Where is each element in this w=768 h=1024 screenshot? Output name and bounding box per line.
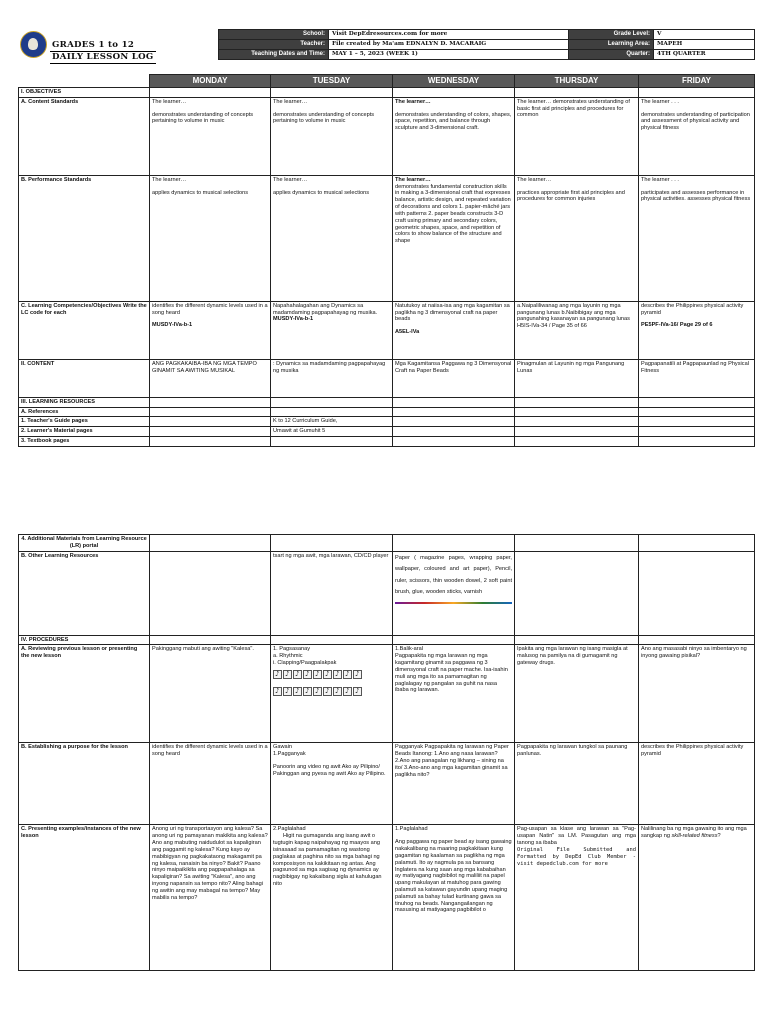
content-row: [19, 359, 755, 397]
references-label: A. References: [19, 407, 150, 417]
pp-wednesday: Pagganyak Pagpapakita ng larawan ng Paper Beads Itanong: 1.Ano ang nasa larawan? 2.Ano ang panagalan ng likhang – sining na ito/ 3.Ano-ano ang mga kagamitan ginamit sa paglikha nito?: [393, 743, 515, 825]
day-monday: MONDAY: [150, 75, 271, 88]
ct-thursday: Pinagmulan at Layunin ng mga Pangunang Lunas: [515, 359, 639, 397]
note-icon: [323, 687, 332, 696]
content-label: II. CONTENT: [19, 359, 150, 397]
learning-resources-row: [19, 397, 755, 407]
cs-wednesday: The learner… demonstrates understanding of colors, shapes, space, repetition, and balance through sculpture and 3-dimensional craft.: [393, 97, 515, 175]
note-icon: [353, 687, 362, 696]
procedures-label: IV. PROCEDURES: [19, 635, 150, 645]
objectives-row: [19, 88, 755, 98]
quarter-label: Quarter:: [569, 50, 654, 60]
note-icon: [283, 687, 292, 696]
title-line-2: DAILY LESSON LOG: [50, 51, 156, 64]
rv-friday: Ano ang masasabi ninyo sa imbentaryo ng inyong gawaing pisikal?: [639, 645, 755, 743]
pp-tuesday: Gawain 1.Pagganyak Panoorin ang video ng awit Ako ay Pilipino/ Pakinggan ang pyesa ng awit Ako ay Pilipino.: [271, 743, 393, 825]
ps-wednesday: The learner… demonstrates fundamental construction skills in making a 3-dimensional craft that expresses balance, artistic design, and repeated variation of decorations and colors 1. papier-mâché jars with patterns 2. paper beads constructs 3-D craft using primary and secondary colors, geometric shapes, space, and repetition of colors to show balance of the structure and shape: [393, 175, 515, 301]
ex-thursday: Pag-usapan sa klase ang larawan sa "Pag-usapan Natin" sa LM. Pasagutan ang mga tanong sa ibaba Original File Submitted and Formatted by DepEd Club Member - visit depedclub.com for more: [515, 825, 639, 971]
grade-value: V: [654, 30, 755, 40]
purpose-row: [19, 743, 755, 825]
lc-friday: describes the Philippines physical activity pyramid PE5PF-IVa-16/ Page 29 of 6: [639, 301, 755, 359]
textbook-pages-row: [19, 437, 755, 447]
note-icon: [313, 670, 322, 679]
rv-monday: Pakinggang mabuti ang awiting "Kalesa".: [150, 645, 271, 743]
color-strip-image: [395, 602, 512, 604]
additional-materials-label: 4. Additional Materials from Learning Resource (LR) portal: [19, 535, 150, 552]
school-value: Visit DepEdresources.com for more: [329, 30, 569, 40]
title-line-1: GRADES 1 to 12: [52, 40, 135, 50]
ct-friday: Pagpapanatili at Pagpapaunlad ng Physical Fitness: [639, 359, 755, 397]
tg-tuesday: K to 12 Curriculum Guide,: [271, 417, 393, 427]
rv-tuesday: 1. Pagsasanay a. Rhythmic i. Clapping/Paagpalakpak ♪ ♪ ♪ ♪ ♪ ♪ ♪ ♪ ♪ ♪ ♪ ♪ ♪ ♪ ♪ ♪ ♪ ♪: [271, 645, 393, 743]
rv-thursday: Ipakita ang mga larawan ng isang masigla at malusog na pamilya na di gumagamit ng gateway drugs.: [515, 645, 639, 743]
competencies-label: C. Learning Competencies/Objectives Write the LC code for each: [19, 301, 150, 359]
lm-pages-label: 2. Learner's Material pages: [19, 427, 150, 437]
ct-tuesday: : Dynamics sa madamdaming pagpapahayag ng musika: [271, 359, 393, 397]
cs-monday: The learner… demonstrates understanding of concepts pertaining to volume in music: [150, 97, 271, 175]
note-icon: [333, 670, 342, 679]
tg-pages-label: 1. Teacher's Guide pages: [19, 417, 150, 427]
rhythm-pattern-row-1: [273, 670, 390, 679]
note-icon: [283, 670, 292, 679]
lc-wednesday: Natutukoy at naiisa-isa ang mga kagamitan sa paglikha ng 3 dimensyonal craft na paper beads A5EL-IVa: [393, 301, 515, 359]
document-title: [52, 40, 156, 64]
performance-standards-label: B. Performance Standards: [19, 175, 150, 301]
lc-thursday: a.Naipaliliwanag ang mga layunin ng mga pangunang lunas b.Naibibigay ang mga pangunahing kasanayan sa pangunang lunas H5IS-IVa-34 / Page 35 of 66: [515, 301, 639, 359]
dates-label: Teaching Dates and Time:: [219, 50, 329, 60]
cs-tuesday: The learner… demonstrates understanding of concepts pertaining to volume in music: [271, 97, 393, 175]
day-friday: FRIDAY: [639, 75, 755, 88]
note-icon: [303, 670, 312, 679]
cs-friday: The learner . . . demonstrates understanding of participation and assessment of physical activity and physical fitness: [639, 97, 755, 175]
reviewing-row: [19, 645, 755, 743]
ps-tuesday: The learner… applies dynamics to musical selections: [271, 175, 393, 301]
day-thursday: THURSDAY: [515, 75, 639, 88]
teacher-label: Teacher:: [219, 40, 329, 50]
pp-friday: describes the Philippines physical activity pyramid: [639, 743, 755, 825]
ex-monday: Anong uri ng transportasyon ang kalesa? Sa anong uri ng pamayanan makikita ang kalesa? Ano ang mabuting naidudulot sa kapaligiran ang paggamit ng kalesa? Kung kayo ay mabibigyan ng pagkakataong makagamit pa ng kalesa, nanaisin ba ninyo? Bakit? Paano ninyo maipaikikita ang pagpapahalaga sa kapaligiran? Sa awiting "Kalesa", ano ang inyong napansin sa tempo nito? Aling bahagi ng awitin ang may mabagal na tempo? May mabilis na tempo?: [150, 825, 271, 971]
rv-wednesday: 1.Balik-aral Pagpapakita ng mga larawan ng mga kagamitang ginamit sa paggawa ng 3 dimensyonal craft na paper mache. Isa-isahin muli ang mga ito sa pamamagitan ng paglalagay ng pangalan sa guhit na nasa ibaba ng larawan.: [393, 645, 515, 743]
grade-label: Grade Level:: [569, 30, 654, 40]
purpose-label: B. Establishing a purpose for the lesson: [19, 743, 150, 825]
ct-monday: ANG PAGKAKAIBA-IBA NG MGA TEMPO GINAMIT SA AWITING MUSIKAL: [150, 359, 271, 397]
day-header-row: [19, 75, 755, 88]
area-label: Learning Area:: [569, 40, 654, 50]
note-icon: [353, 670, 362, 679]
other-resources-label: B. Other Learning Resources: [19, 551, 150, 635]
olr-tuesday: tsart ng mga awit, mga larawan, CD/CD player: [271, 551, 393, 635]
examples-row: [19, 825, 755, 971]
note-icon: [323, 670, 332, 679]
dates-value: MAY 1 – 5, 2023 (WEEK 1): [329, 50, 569, 60]
learning-resources-label: III. LEARNING RESOURCES: [19, 397, 150, 407]
ex-tuesday: 2.Paglalahad Higit na gumaganda ang isang awit o tugtugin kapag naipahayag ng maayos ang isinasaad sa pamamagitan ng wastong paglakas at paghina nito sa mga bahagi ng komposisyon na kakikitaan ng antas. Ang pagsunod sa mga sagisag ng dynamics ay nagbibigay ng kakaibang sigla at kahulugan nito: [271, 825, 393, 971]
note-icon: [273, 670, 282, 679]
pp-monday: identifies the different dynamic levels used in a song heard: [150, 743, 271, 825]
content-standards-label: A. Content Standards: [19, 97, 150, 175]
lc-tuesday: Napahahalagahan ang Dynamics sa madamdaming pagpapahayag ng musika. MUSDY-IVa-b-1: [271, 301, 393, 359]
note-icon: [343, 670, 352, 679]
ct-wednesday: Mga Kagamitansa Paggawa ng 3 Dimensyonal Craft na Paper Beads: [393, 359, 515, 397]
day-wednesday: WEDNESDAY: [393, 75, 515, 88]
competencies-row: [19, 301, 755, 359]
textbook-pages-label: 3. Textbook pages: [19, 437, 150, 447]
ps-monday: The learner… applies dynamics to musical selections: [150, 175, 271, 301]
note-icon: [293, 670, 302, 679]
quarter-value: 4TH QUARTER: [654, 50, 755, 60]
cs-thursday: The learner… demonstrates understanding of basic first aid principles and procedures for common: [515, 97, 639, 175]
references-row: [19, 407, 755, 417]
examples-label: C. Presenting examples/instances of the new lesson: [19, 825, 150, 971]
reviewing-label: A. Reviewing previous lesson or presenting the new lesson: [19, 645, 150, 743]
ex-wednesday: 1.Paglalahad Ang paggawa ng paper bead ay isang gawaing nakakalibang na maaring pagkakitaan kung gagamitan ng kaalaman sa paglikha ng mga palamuti. Ito ay nagmula pa sa bansang Inglatera na kung saan ang mga kababaihan ay matiyagang nagbibilot ng maliliit na papel upang makulayan at matuhog para gawing palamuti sa katawan gayundin upang maging palamuti sa bahay tulad kurtinang gawa sa tinuhog na beads. Nangangailangan ng masusing at matiyagang pagbibilot o: [393, 825, 515, 971]
performance-standards-row: [19, 175, 755, 301]
lm-pages-row: [19, 427, 755, 437]
header-info-table: [218, 29, 755, 60]
objectives-label: I. OBJECTIVES: [19, 88, 150, 98]
ps-thursday: The learner… practices appropriate first aid principles and procedures for common injuries: [515, 175, 639, 301]
teacher-value: File created by Ma'am EDNALYN D. MACARAIG: [329, 40, 569, 50]
additional-materials-row: [19, 535, 755, 552]
rhythm-pattern-row-2: [273, 687, 390, 696]
content-standards-row: [19, 97, 755, 175]
note-icon: [333, 687, 342, 696]
ex-friday: Nalilinang ba ng mga gawaing ito ang mga sangkap ng skill-related fitness?: [639, 825, 755, 971]
lesson-log-table-part-2: [18, 534, 755, 971]
lm-tuesday: Umawit at Gumuhit 5: [271, 427, 393, 437]
note-icon: [313, 687, 322, 696]
note-icon: [293, 687, 302, 696]
deped-seal-icon: [20, 31, 47, 58]
day-tuesday: TUESDAY: [271, 75, 393, 88]
olr-wednesday: Paper ( magazine pages, wrapping paper, wallpaper, coloured and art paper), Pencil, ruler, scissors, thin wooden dowel, 2 soft paint brush, glue, wooden sticks, varnish: [393, 551, 515, 635]
lc-monday: identifies the different dynamic levels used in a song heard MUSDY-IVa-b-1: [150, 301, 271, 359]
note-icon: [343, 687, 352, 696]
pp-thursday: Pagpapakita ng larawan tungkol sa paunang panlunas.: [515, 743, 639, 825]
other-resources-row: [19, 551, 755, 635]
procedures-row: [19, 635, 755, 645]
school-label: School:: [219, 30, 329, 40]
note-icon: [273, 687, 282, 696]
ps-friday: The learner . . . participates and assesses performance in physical activities. assesses physical fitness: [639, 175, 755, 301]
tg-pages-row: [19, 417, 755, 427]
lesson-log-table-part-1: [18, 74, 755, 447]
note-icon: [303, 687, 312, 696]
area-value: MAPEH: [654, 40, 755, 50]
